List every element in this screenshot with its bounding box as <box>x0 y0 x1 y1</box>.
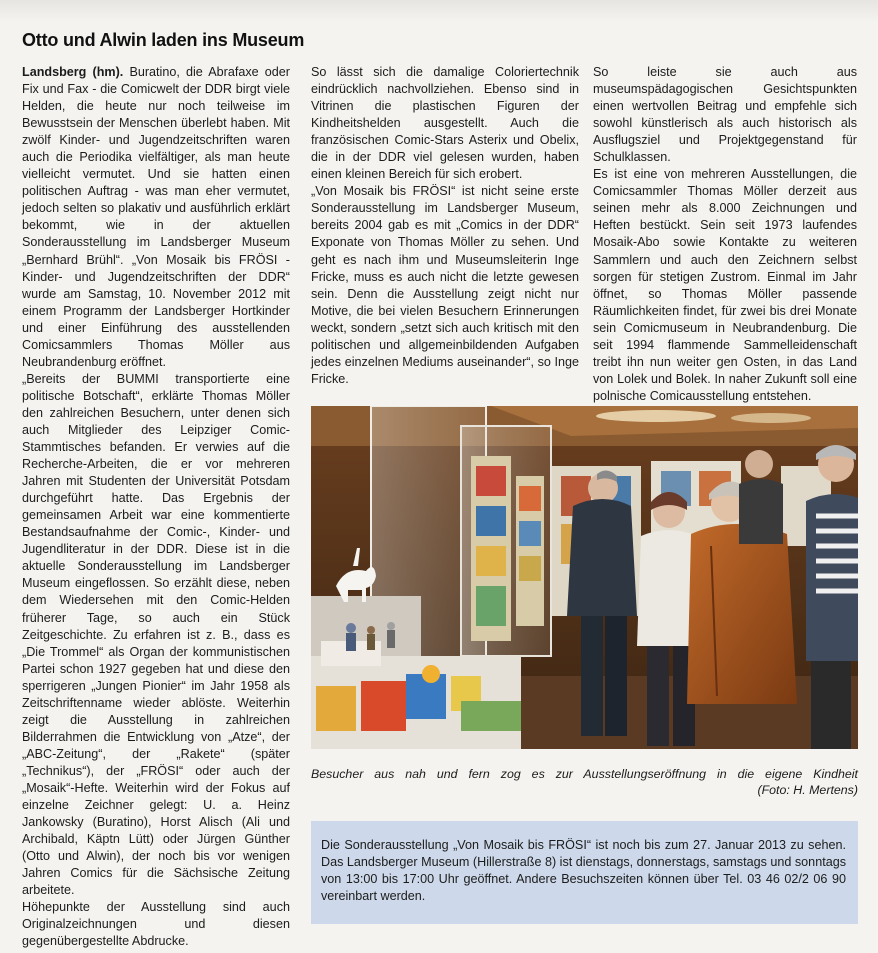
article-paragraph <box>22 64 290 371</box>
article-paragraph: Es ist eine von mehreren Ausstellungen, die Comicsammler Thomas Möller derzeit aus seinen mehr als 8.000 Zeichnungen und Heften bestückt. Sein seit 1973 laufendes Mosaik-Abo sowie Kontakte zu weiteren Sammlern und auch den Zeichnern selbst sorgen für stetigen Zustrom. Einmal im Jahr öffnet, so Thomas Möller passende Räumlichkeiten findet, für zwei bis drei Monate sein Comicmuseum in Neubrandenburg. Die seit 1994 flammende Sammelleidenschaft treibt ihn nun weiter gen Osten, in das Land von Lolek und Bolek. In naher Zukunft soll eine polnische Comicausstellung entstehen. <box>593 167 857 403</box>
article-column-2 <box>311 64 579 388</box>
article-paragraph: Höhepunkte der Ausstellung sind auch Originalzeichnungen und diesen gegenübergestellte Abdrucke. <box>22 900 290 949</box>
article-column-1 <box>22 64 290 950</box>
dateline: Landsberg (hm). <box>22 65 124 79</box>
article-headline: Otto und Alwin laden ins Museum <box>22 30 305 50</box>
article-column-3 <box>593 64 857 405</box>
exhibition-photo-illustration <box>311 406 858 749</box>
exhibition-info-box <box>311 821 858 924</box>
article-paragraph: „Bereits der BUMMI transportierte eine politische Botschaft“, erklärte Thomas Möller den zahlreichen Besuchern, unter denen sich auch Mitglieder des Leipziger Comic-Stammtisches befanden. Er verwies auf die Recherche-Arbeiten, die er vor mehreren Jahren mit Studenten der Universität Potsdam durchgeführt hatte. Das Ergebnis der gemeinsamen Arbeit war eine kommentierte Bestandsaufnahme der Comic-, Kinder- und Jugendliteratur in der DDR. Diese ist in die aktuelle Sonderausstellung im Landsberger Museum eingeflossen. So erzählt diese, neben dem Wiedersehen mit den Comic-Helden früherer Tage, so auch ein Stück Zeitgeschichte. Zu erfahren ist z. B., dass es „Die Trommel“ als Organ der kommunistischen Partei schon 1927 gegeben hat und diese den sperrigeren „Jungen Pionier“ im Jahr 1958 als Zeitschriftenname wieder ablöste. Weiterhin zeigt die Ausstellung in zahlreichen Bilderrahmen die Entwicklung von „Atze“, der „ABC-Zeitung“, der „Rakete“ (später „Technikus“), der „FRÖSI“ oder auch der „Mosaik“-Hefte. Weiterhin wird der Fokus auf einzelne Zeichner gelegt: U. a. Heinz Jankowsky (Buratino), Horst Alisch (Ali und Archibald, Käptn Lütt) oder Jürgen Günther (Otto und Alwin), der noch bis vor wenigen Jahren Comics für die Sächsische Zeitung arbeitete. <box>22 371 290 898</box>
paragraph-text: Buratino, die Abrafaxe oder Fix und Fax - die Comicwelt der DDR birgt viele Helden, die heute nur noch teilweise im Bewusstsein der Menschen überlebt haben. Mit zwölf Kinder- und Jugendzeitschriften waren auch die Periodika vielfältiger, als man heute vielleicht vermutet. Und sie hatten einen politischen Auftrag - was man eher vermutet, jedoch selten so plakativ und ausführlich erklärt bekommt, wie in der aktuellen Sonderausstellung im Landsberger Museum „Bernhard Brühl“. „Von Mosaik bis FRÖSI - Kinder- und Jugendzeitschriften der DDR“ wurde am Samstag, 10. November 2012 mit einem Programm der Landsberger Hortkinder und einer Einführung des ausstellenden Comicsammlers Thomas Möller aus Neubrandenburg eröffnet. <box>22 65 290 369</box>
article-paragraph: So lässt sich die damalige Coloriertechnik eindrücklich nachvollziehen. Ebenso sind in Vitrinen die plastischen Figuren der Kindheitshelden ausgestellt. Auch die französischen Comic-Stars Asterix und Obelix, die in der DDR viel gelesen wurden, haben einen kleinen Bereich für sich erobert. <box>311 65 579 182</box>
article-paragraph: So leiste sie auch aus museumspädagogischen Gesichtspunkten einen wertvollen Beitrag und empfehle sich sowohl künstlerisch als auch historisch als Ausflugsziel und Projektgegenstand für Schulklassen. <box>593 65 857 165</box>
info-box-text: Die Sonderausstellung „Von Mosaik bis FRÖSI“ ist noch bis zum 27. Januar 2013 zu sehen. Das Landsberger Museum (Hillerstraße 8) ist dienstags, donnerstags, samstags und sonntags von 13:00 bis 17:00 Uhr geöffnet. Andere Besuchszeiten können über Tel. 03 46 02/2 06 90 vereinbart werden. <box>321 838 846 903</box>
exhibition-photo <box>311 406 858 749</box>
article-paragraph: „Von Mosaik bis FRÖSI“ ist nicht seine erste Sonderausstellung im Landsberger Museum, bereits 2004 gab es mit „Comics in der DDR“ Exponate von Thomas Möller zu sehen. Und geht es nach ihm und Museumsleiterin Inge Fricke, muss es auch nicht die letzte gewesen sein. Denn die Ausstellung zeigt nicht nur Motive, die bei vielen Besuchern Erinnerungen weckt, sondern „setzt sich auch kritisch mit den politischen und allgemeinbildenden Aufgaben jedes einzelnen Mediums auseinander“, so Inge Fricke. <box>311 184 579 386</box>
caption-text: Besucher aus nah und fern zog es zur Ausstellungseröffnung in die eigene Kindheit <box>311 767 858 781</box>
photo-caption <box>311 766 858 798</box>
previous-article-strip <box>0 0 878 22</box>
photo-credit: (Foto: H. Mertens) <box>757 783 858 797</box>
